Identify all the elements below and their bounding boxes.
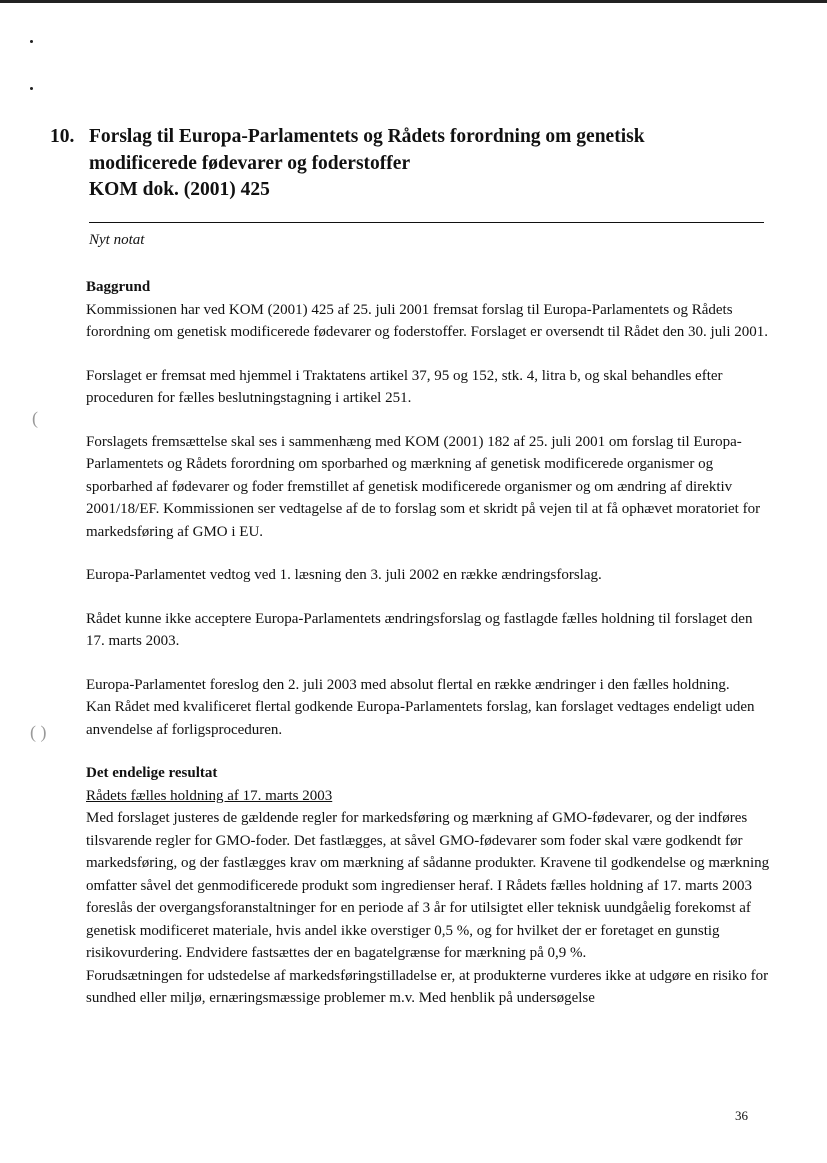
section-title-baggrund: Baggrund — [86, 279, 151, 295]
paragraph: Forslagets fremsættelse skal ses i sammenhæng med KOM (2001) 182 af 25. juli 2001 om forslag til Europa-Parlamentets og Rådets forordning om sporbarhed og mærkning af genetisk modificerede organismer og sporbarhed af fødevarer og foder fremstillet af genetisk modificerede organismer og om ændring af direktiv 2001/18/EF. Kommissionen ser vedtagelse af de to forslag som et skridt på vejen til at få ophævet moratoriet for markedsføring af GMO i EU. — [86, 433, 761, 540]
heading-rule — [89, 222, 764, 223]
margin-mark: ( — [32, 408, 38, 428]
paragraph: Med forslaget justeres de gældende regler for markedsføring og mærkning af GMO-fødevarer, og der indføres tilsvarende regler for GMO-foder. Det fastlægges, at såvel GMO-fødevarer som foder skal være godkendt før markedsføring, og der fastlægges krav om mærkning af sådanne produkter. Kravene til godkendelse og mærkning omfatter såvel det genmodificerede produkt som ingredienser heraf. I Rådets fælles holdning af 17. marts 2003 foreslås der overgangsforanstaltninger for en periode af 3 år for utilsigtet eller teknisk uundgåelig forekomst af genetisk modificeret materiale, hvis andel ikke overstiger 0,5 %, og for hvilket der er foretaget en gunstig risikovurdering. Endvidere fastsættes der en bagatelgrænse for mærkning på 0,9 %. — [86, 810, 770, 961]
paragraph: Kommissionen har ved KOM (2001) 425 af 25. juli 2001 fremsat forslag til Europa-Parlamentets og Rådets forordning om genetisk modificerede fødevarer og foderstoffer. Forslaget er oversendt til Rådet den 30. juli 2001. — [86, 301, 769, 340]
section-subtitle: Rådets fælles holdning af 17. marts 2003 — [86, 787, 333, 804]
heading-line-3: KOM dok. (2001) 425 — [89, 179, 270, 200]
page-number: 36 — [735, 1108, 748, 1123]
document-heading — [50, 124, 770, 204]
paragraph: Forudsætningen for udstedelse af markedsføringstilladelse er, at produkterne vurderes ikke at udgøre en risiko for sundhed eller miljø, ernæringsmæssige problemer m.v. Med henblik på undersøgelse — [86, 967, 769, 1006]
paragraph: Kan Rådet med kvalificeret flertal godkende Europa-Parlamentets forslag, kan forslaget vedtages endeligt uden anvendelse af forligsproceduren. — [86, 699, 755, 738]
margin-dot — [30, 87, 33, 90]
heading-number: 10. — [50, 126, 75, 147]
heading-line-1: Forslag til Europa-Parlamentets og Rådets forordning om genetisk — [89, 126, 645, 147]
top-border — [0, 0, 827, 3]
paragraph: Forslaget er fremsat med hjemmel i Traktatens artikel 37, 95 og 152, stk. 4, litra b, og skal behandles efter proceduren for fælles beslutningstagning i artikel 251. — [86, 367, 723, 406]
note-label: Nyt notat — [89, 232, 145, 248]
paragraph: Europa-Parlamentet foreslog den 2. juli 2003 med absolut flertal en række ændringer i den fælles holdning. — [86, 676, 730, 693]
heading-line-2: modificerede fødevarer og foderstoffer — [89, 152, 411, 174]
document-body — [86, 276, 770, 1010]
section-title-result: Det endelige resultat — [86, 765, 218, 781]
paragraph: Europa-Parlamentet vedtog ved 1. læsning den 3. juli 2002 en række ændringsforslag. — [86, 567, 602, 583]
paragraph: Rådet kunne ikke acceptere Europa-Parlamentets ændringsforslag og fastlagde fælles holdning til forslaget den 17. marts 2003. — [86, 610, 753, 649]
margin-mark: ( ) — [30, 722, 47, 742]
margin-dot — [30, 40, 33, 43]
